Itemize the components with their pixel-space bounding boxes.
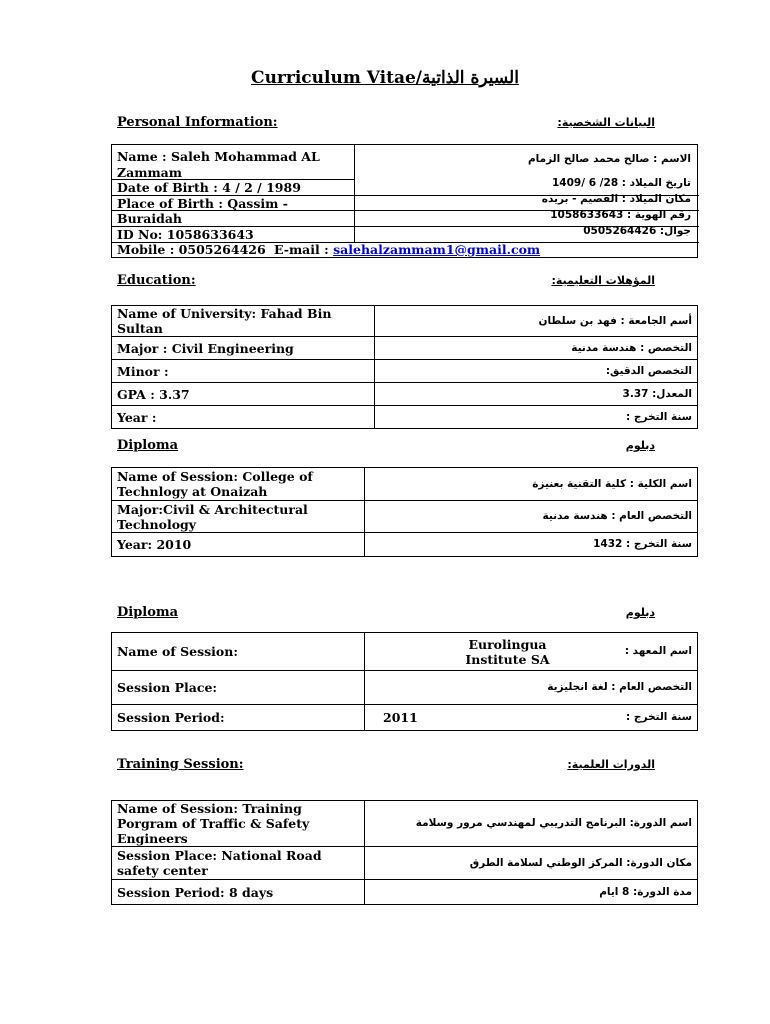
education-heading-ar: المؤهلات التعليمية: [551,274,655,287]
document-title: Curriculum Vitae/السيرة الذاتية [251,68,519,88]
training-name-ar: اسم الدورة: البرنامج التدريبي لمهندسي مرور وسلامة [365,801,698,847]
institute-mid [365,633,456,671]
table-row [112,406,698,429]
training-period-ar: مدة الدورة: 8 ايام [365,880,698,905]
table-row [112,360,698,383]
personal-ar-column [411,151,691,239]
major-en: Major : Civil Engineering [112,337,375,360]
diploma1-heading-ar: دبلوم [625,439,655,452]
session-place-en: Session Place: [112,671,365,705]
personal-info-table [111,144,698,258]
education-table [111,305,698,429]
table-row [112,880,698,905]
training-period-en: Session Period: 8 days [112,880,365,905]
diploma1-heading-en: Diploma [117,438,179,453]
diploma-major-ar: التخصص العام : هندسة مدنية [365,501,698,533]
institute-value: Eurolingua Institute SA [465,636,550,667]
university-ar: أسم الجامعة : فهد بن سلطان [375,306,698,337]
id-en: ID No: 1058633643 [117,226,254,242]
personal-heading-en: Personal Information: [117,115,278,130]
gpa-en: GPA : 3.37 [112,383,375,406]
training-heading-en: Training Session: [117,757,244,772]
diploma-year-ar: سنة التخرج : 1432 [365,533,698,557]
dob-en: Date of Birth : 4 / 2 / 1989 [117,180,301,195]
diploma2-heading-ar: دبلوم [625,606,655,619]
session-place-mid [365,671,456,705]
table-row [112,501,698,533]
diploma2-table [111,632,698,731]
table-row [112,337,698,360]
college-en: Name of Session: College of Technlogy at Onaizah [112,468,365,501]
education-heading-en: Education: [117,273,196,288]
session-period-ar: سنة التخرج : [455,705,698,731]
diploma-year-en: Year: 2010 [112,533,365,557]
session-period-en: Session Period: [112,705,365,731]
session-period-value: 2011 [365,705,456,731]
name-ar: الاسم : صالح محمد صالح الزمام [527,153,691,165]
training-place-en: Session Place: National Road safety center [112,847,365,880]
pob-en: Place of Birth : Qassim - Buraidah [117,195,288,226]
mobile-en: Mobile : 0505264426 [117,242,266,257]
session-place-ar: التخصص العام : لغة انجليزية [455,671,698,705]
table-row [112,533,698,557]
table-row [112,847,698,880]
college-ar: اسم الكلية : كلية التقنية بعنيزة [365,468,698,501]
table-row [112,705,698,731]
name-en: Name : Saleh Mohammad AL Zammam [117,149,320,180]
personal-heading-ar: البيانات الشخصية: [557,116,655,129]
id-ar: رقم الهوية : 1058633643 [550,209,691,221]
training-place-ar: مكان الدورة: المركز الوطني لسلامة الطرق [365,847,698,880]
column-divider [354,145,355,242]
email-line [274,242,540,257]
year-en: Year : [112,406,375,429]
institute-ar: اسم المعهد : [624,645,692,657]
table-row [112,633,698,671]
pob-ar: مكان الميلاد : القصيم - بريده [541,193,691,205]
table-row [112,801,698,847]
mobile-ar: جوال: 0505264426 [583,225,691,237]
table-row [112,306,698,337]
gpa-ar: المعدل: 3.37 [375,383,698,406]
minor-en: Minor : [112,360,375,383]
table-row [112,383,698,406]
university-en: Name of University: Fahad Bin Sultan [112,306,375,337]
training-heading-ar: الدورات العلمية: [567,758,655,771]
institute-en: Name of Session: [112,633,365,671]
year-ar: سنة التخرج : [375,406,698,429]
training-table [111,800,698,905]
table-row [112,468,698,501]
dob-ar: تاريخ الميلاد : 28/ 6 /1409 [551,177,691,189]
diploma1-table [111,467,698,557]
diploma2-heading-en: Diploma [117,605,179,620]
diploma-major-en: Major:Civil & Architectural Technology [112,501,365,533]
institute-ar-cell [455,633,698,671]
email-link[interactable]: salehalzammam1@gmail.com [333,242,541,257]
table-row [112,671,698,705]
major-ar: التخصص : هندسة مدنية [375,337,698,360]
training-name-en: Name of Session: Training Porgram of Traffic & Safety Engineers [112,801,365,847]
email-label: E-mail : [274,242,329,257]
minor-ar: التخصص الدقيق: [375,360,698,383]
